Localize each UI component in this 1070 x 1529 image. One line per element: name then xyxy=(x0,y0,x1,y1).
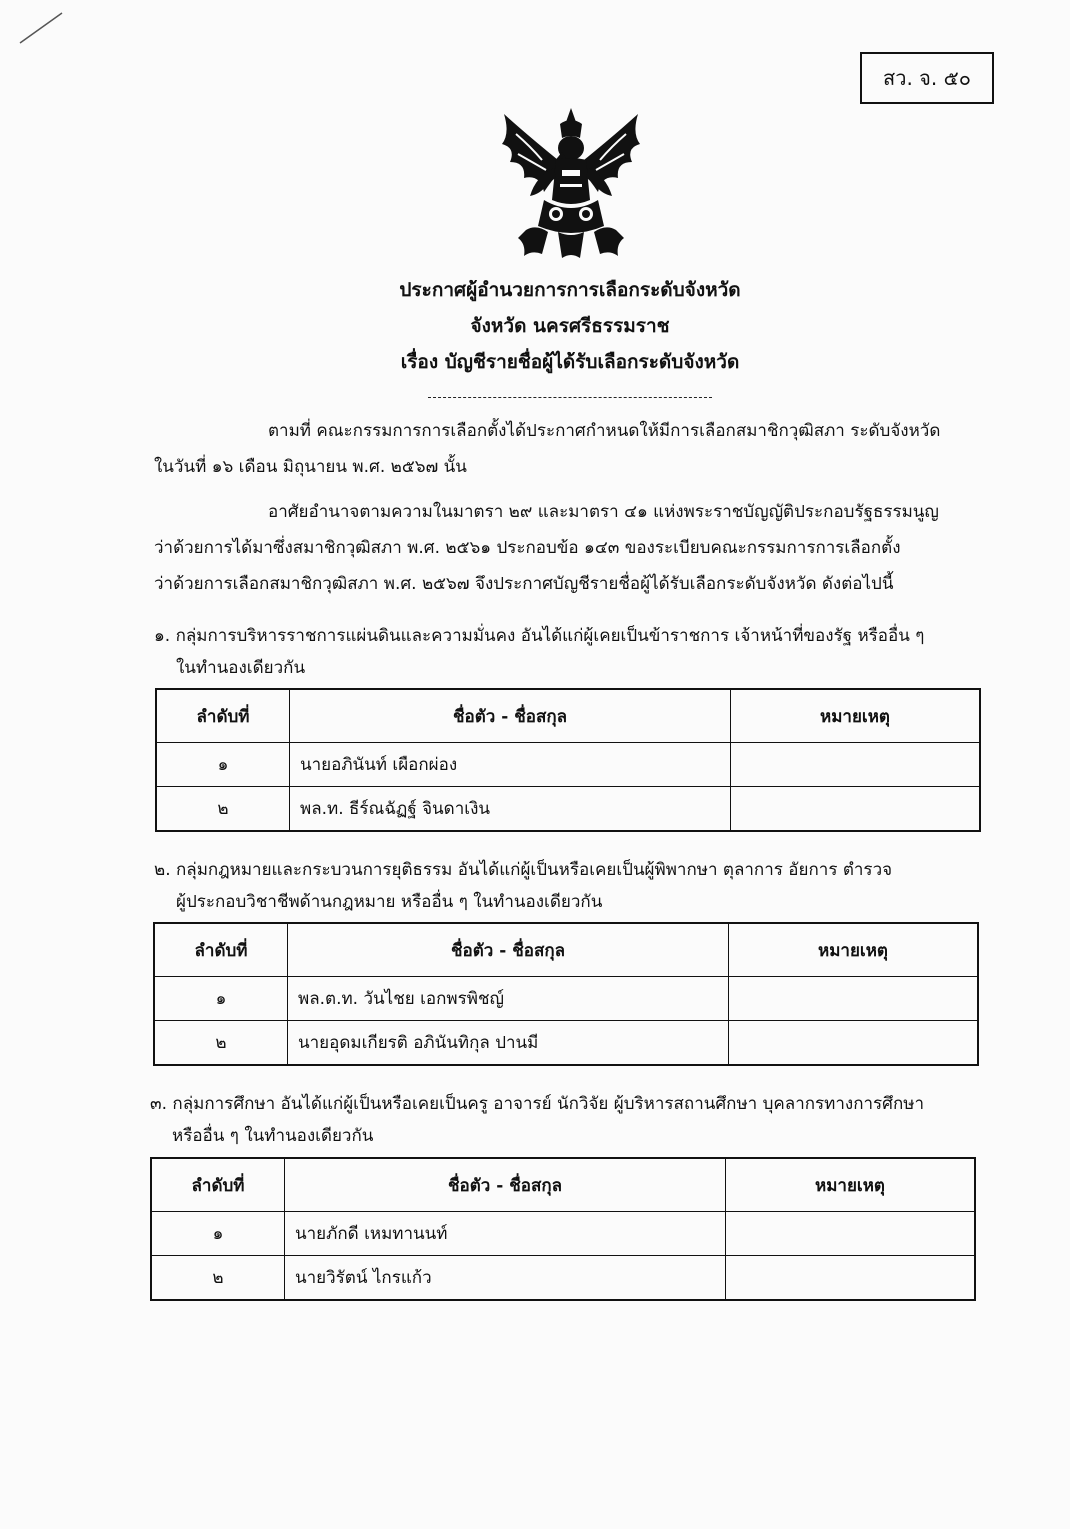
row-order: ๑ xyxy=(151,1212,285,1256)
row-note xyxy=(729,977,979,1021)
table-header-row xyxy=(156,689,980,743)
group3-title-line2: หรืออื่น ๆ ในทำนองเดียวกัน xyxy=(172,1126,374,1146)
row-name: นายอุดมเกียรติ อภินันทิกุล ปานมี xyxy=(288,1021,729,1066)
heading-line-3: เรื่อง บัญชีรายชื่อผู้ได้รับเลือกระดับจังหวัด xyxy=(400,351,740,373)
header-order: ลำดับที่ xyxy=(154,923,288,977)
paragraph2-line3: ว่าด้วยการเลือกสมาชิกวุฒิสภา พ.ศ. ๒๕๖๗ จึงประกาศบัญชีรายชื่อผู้ได้รับเลือกระดับจังหวัด ดังต่อไปนี้ xyxy=(154,574,894,594)
table-row xyxy=(151,1256,975,1301)
table-row xyxy=(154,1021,978,1066)
table-row xyxy=(154,977,978,1021)
paragraph2-line2: ว่าด้วยการได้มาซึ่งสมาชิกวุฒิสภา พ.ศ. ๒๕๖๑ ประกอบข้อ ๑๔๓ ของระเบียบคณะกรรมการการเลือกตั้ง xyxy=(154,538,901,558)
group3-title-line1: ๓. กลุ่มการศึกษา อันได้แก่ผู้เป็นหรือเคยเป็นครู อาจารย์ นักวิจัย ผู้บริหารสถานศึกษา บุคลากรทางการศึกษา xyxy=(150,1094,925,1114)
header-order: ลำดับที่ xyxy=(151,1158,285,1212)
group2-title-line2: ผู้ประกอบวิชาชีพด้านกฎหมาย หรืออื่น ๆ ในทำนองเดียวกัน xyxy=(176,892,603,912)
header-order: ลำดับที่ xyxy=(156,689,290,743)
row-order: ๒ xyxy=(156,787,290,832)
heading-line-1: ประกาศผู้อำนวยการการเลือกระดับจังหวัด xyxy=(399,279,741,301)
row-order: ๒ xyxy=(151,1256,285,1301)
table-row xyxy=(151,1212,975,1256)
group1-title-line1: ๑. กลุ่มการบริหารราชการแผ่นดินและความมั่นคง อันได้แก่ผู้เคยเป็นข้าราชการ เจ้าหน้าที่ของรัฐ หรืออื่น ๆ xyxy=(154,626,925,646)
form-code-box: สว. จ. ๕๐ xyxy=(860,52,994,104)
header-note: หมายเหตุ xyxy=(731,689,981,743)
row-order: ๑ xyxy=(156,743,290,787)
row-order: ๑ xyxy=(154,977,288,1021)
garuda-emblem-icon xyxy=(496,104,646,260)
row-note xyxy=(731,743,981,787)
row-note xyxy=(726,1212,976,1256)
group1-table xyxy=(155,688,981,832)
heading-divider xyxy=(428,397,712,398)
row-name: นายอภินันท์ เผือกผ่อง xyxy=(290,743,731,787)
header-note: หมายเหตุ xyxy=(726,1158,976,1212)
header-name: ชื่อตัว - ชื่อสกุล xyxy=(285,1158,726,1212)
row-note xyxy=(731,787,981,832)
table-header-row xyxy=(151,1158,975,1212)
row-note xyxy=(729,1021,979,1066)
row-name: พล.ท. ธีร์ณฉัฏฐ์ จินดาเงิน xyxy=(290,787,731,832)
group2-title-line1: ๒. กลุ่มกฎหมายและกระบวนการยุติธรรม อันได้แก่ผู้เป็นหรือเคยเป็นผู้พิพากษา ตุลาการ อัยการ ตำรวจ xyxy=(154,860,893,880)
row-name: นายวิรัตน์ ไกรแก้ว xyxy=(285,1256,726,1301)
pen-stroke-mark xyxy=(18,10,68,46)
row-name: นายภักดี เหมทานนท์ xyxy=(285,1212,726,1256)
paragraph1-line2: ในวันที่ ๑๖ เดือน มิถุนายน พ.ศ. ๒๕๖๗ นั้น xyxy=(154,457,467,477)
paragraph2-line1: อาศัยอำนาจตามความในมาตรา ๒๙ และมาตรา ๔๑ แห่งพระราชบัญญัติประกอบรัฐธรรมนูญ xyxy=(268,502,939,522)
header-name: ชื่อตัว - ชื่อสกุล xyxy=(288,923,729,977)
table-row xyxy=(156,743,980,787)
row-note xyxy=(726,1256,976,1301)
header-name: ชื่อตัว - ชื่อสกุล xyxy=(290,689,731,743)
table-row xyxy=(156,787,980,832)
group1-title-line2: ในทำนองเดียวกัน xyxy=(176,658,306,678)
row-name: พล.ต.ท. วันไชย เอกพรพิชญ์ xyxy=(288,977,729,1021)
header-note: หมายเหตุ xyxy=(729,923,979,977)
group3-table xyxy=(150,1157,976,1301)
table-header-row xyxy=(154,923,978,977)
row-order: ๒ xyxy=(154,1021,288,1066)
paragraph1-line1: ตามที่ คณะกรรมการการเลือกตั้งได้ประกาศกำหนดให้มีการเลือกสมาชิกวุฒิสภา ระดับจังหวัด xyxy=(268,421,941,441)
heading-line-2: จังหวัด นครศรีธรรมราช xyxy=(470,315,670,337)
group2-table xyxy=(153,922,979,1066)
